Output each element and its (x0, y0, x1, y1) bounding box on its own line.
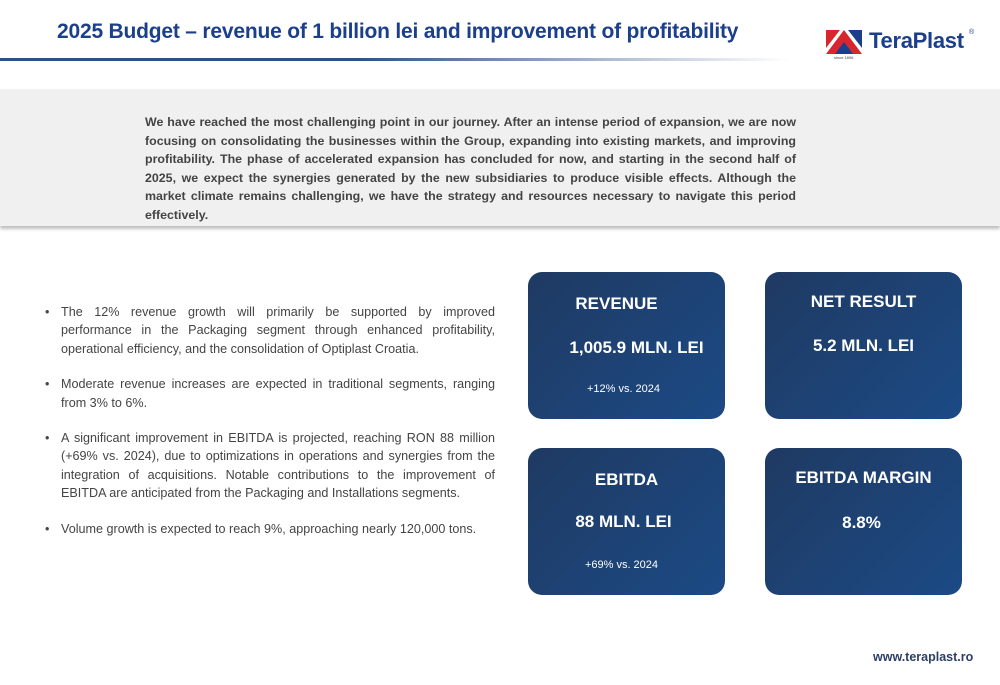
list-item (45, 303, 495, 358)
bullet-dot: • (45, 521, 50, 536)
footer-website-link[interactable]: www.teraplast.ro (873, 650, 974, 664)
revenue-card-value: 1,005.9 MLN. LEI (569, 338, 704, 357)
logo-brand-text: TeraPlast (869, 28, 964, 53)
list-item (45, 375, 495, 412)
revenue-card (528, 272, 725, 419)
net-result-card-label: NET RESULT (810, 292, 917, 311)
title-divider (0, 58, 790, 61)
ebitda-margin-card-value: 8.8% (842, 513, 881, 532)
teraplast-logo (826, 28, 976, 62)
bullet-dot: • (45, 305, 50, 319)
bullet-text: Volume growth is expected to reach 9%, approaching nearly 120,000 tons. (61, 521, 477, 536)
list-item (45, 429, 495, 503)
bullet-dot: • (45, 431, 50, 446)
net-result-card-value: 5.2 MLN. LEI (812, 336, 915, 355)
ebitda-card (528, 448, 725, 595)
ebitda-margin-card (765, 448, 962, 595)
logo-registered-mark: ® (969, 29, 975, 36)
bullet-text: A significant improvement in EBITDA is projected, reaching RON 88 million (+69% vs. 2024), due to optimizations in operations and synergies from the integration of acquisitions. Notable contributions to the improvement of EBITDA are anticipated from the Packaging and Installations segments. (61, 431, 495, 501)
ebitda-card-change: +69% vs. 2024 (584, 559, 659, 571)
ebitda-margin-card-label: EBITDA MARGIN (795, 468, 932, 487)
bullet-dot: • (45, 377, 50, 392)
revenue-card-change: +12% vs. 2024 (586, 383, 661, 395)
net-result-card (765, 272, 962, 419)
intro-paragraph: We have reached the most challenging point in our journey. After an intense period of expansion, we are now focusing on consolidating the businesses within the Group, expanding into existing markets, and improving profitability. The phase of accelerated expansion has concluded for now, and starting in the second half of 2025, we expect the synergies generated by the new subsidiaries to produce visible effects. Although the market climate remains challenging, we have the strategy and resources necessary to navigate this period effectively. (145, 115, 796, 222)
bullet-list (45, 303, 495, 555)
bullet-text: Moderate revenue increases are expected in traditional segments, ranging from 3% to 6%. (61, 377, 495, 410)
revenue-card-label: REVENUE (575, 294, 658, 313)
ebitda-card-label: EBITDA (594, 470, 659, 489)
ebitda-card-value: 88 MLN. LEI (575, 512, 672, 531)
bullet-text: The 12% revenue growth will primarily be supported by improved performance in the Packaging segment through enhanced profitability, operational efficiency, and the consolidation of Optiplast Croatia. (61, 305, 495, 356)
list-item (45, 520, 495, 538)
logo-since-text: since 1896 (834, 55, 854, 60)
page-title: 2025 Budget – revenue of 1 billion lei and improvement of profitability (57, 20, 739, 43)
teraplast-logo-icon (826, 30, 862, 54)
